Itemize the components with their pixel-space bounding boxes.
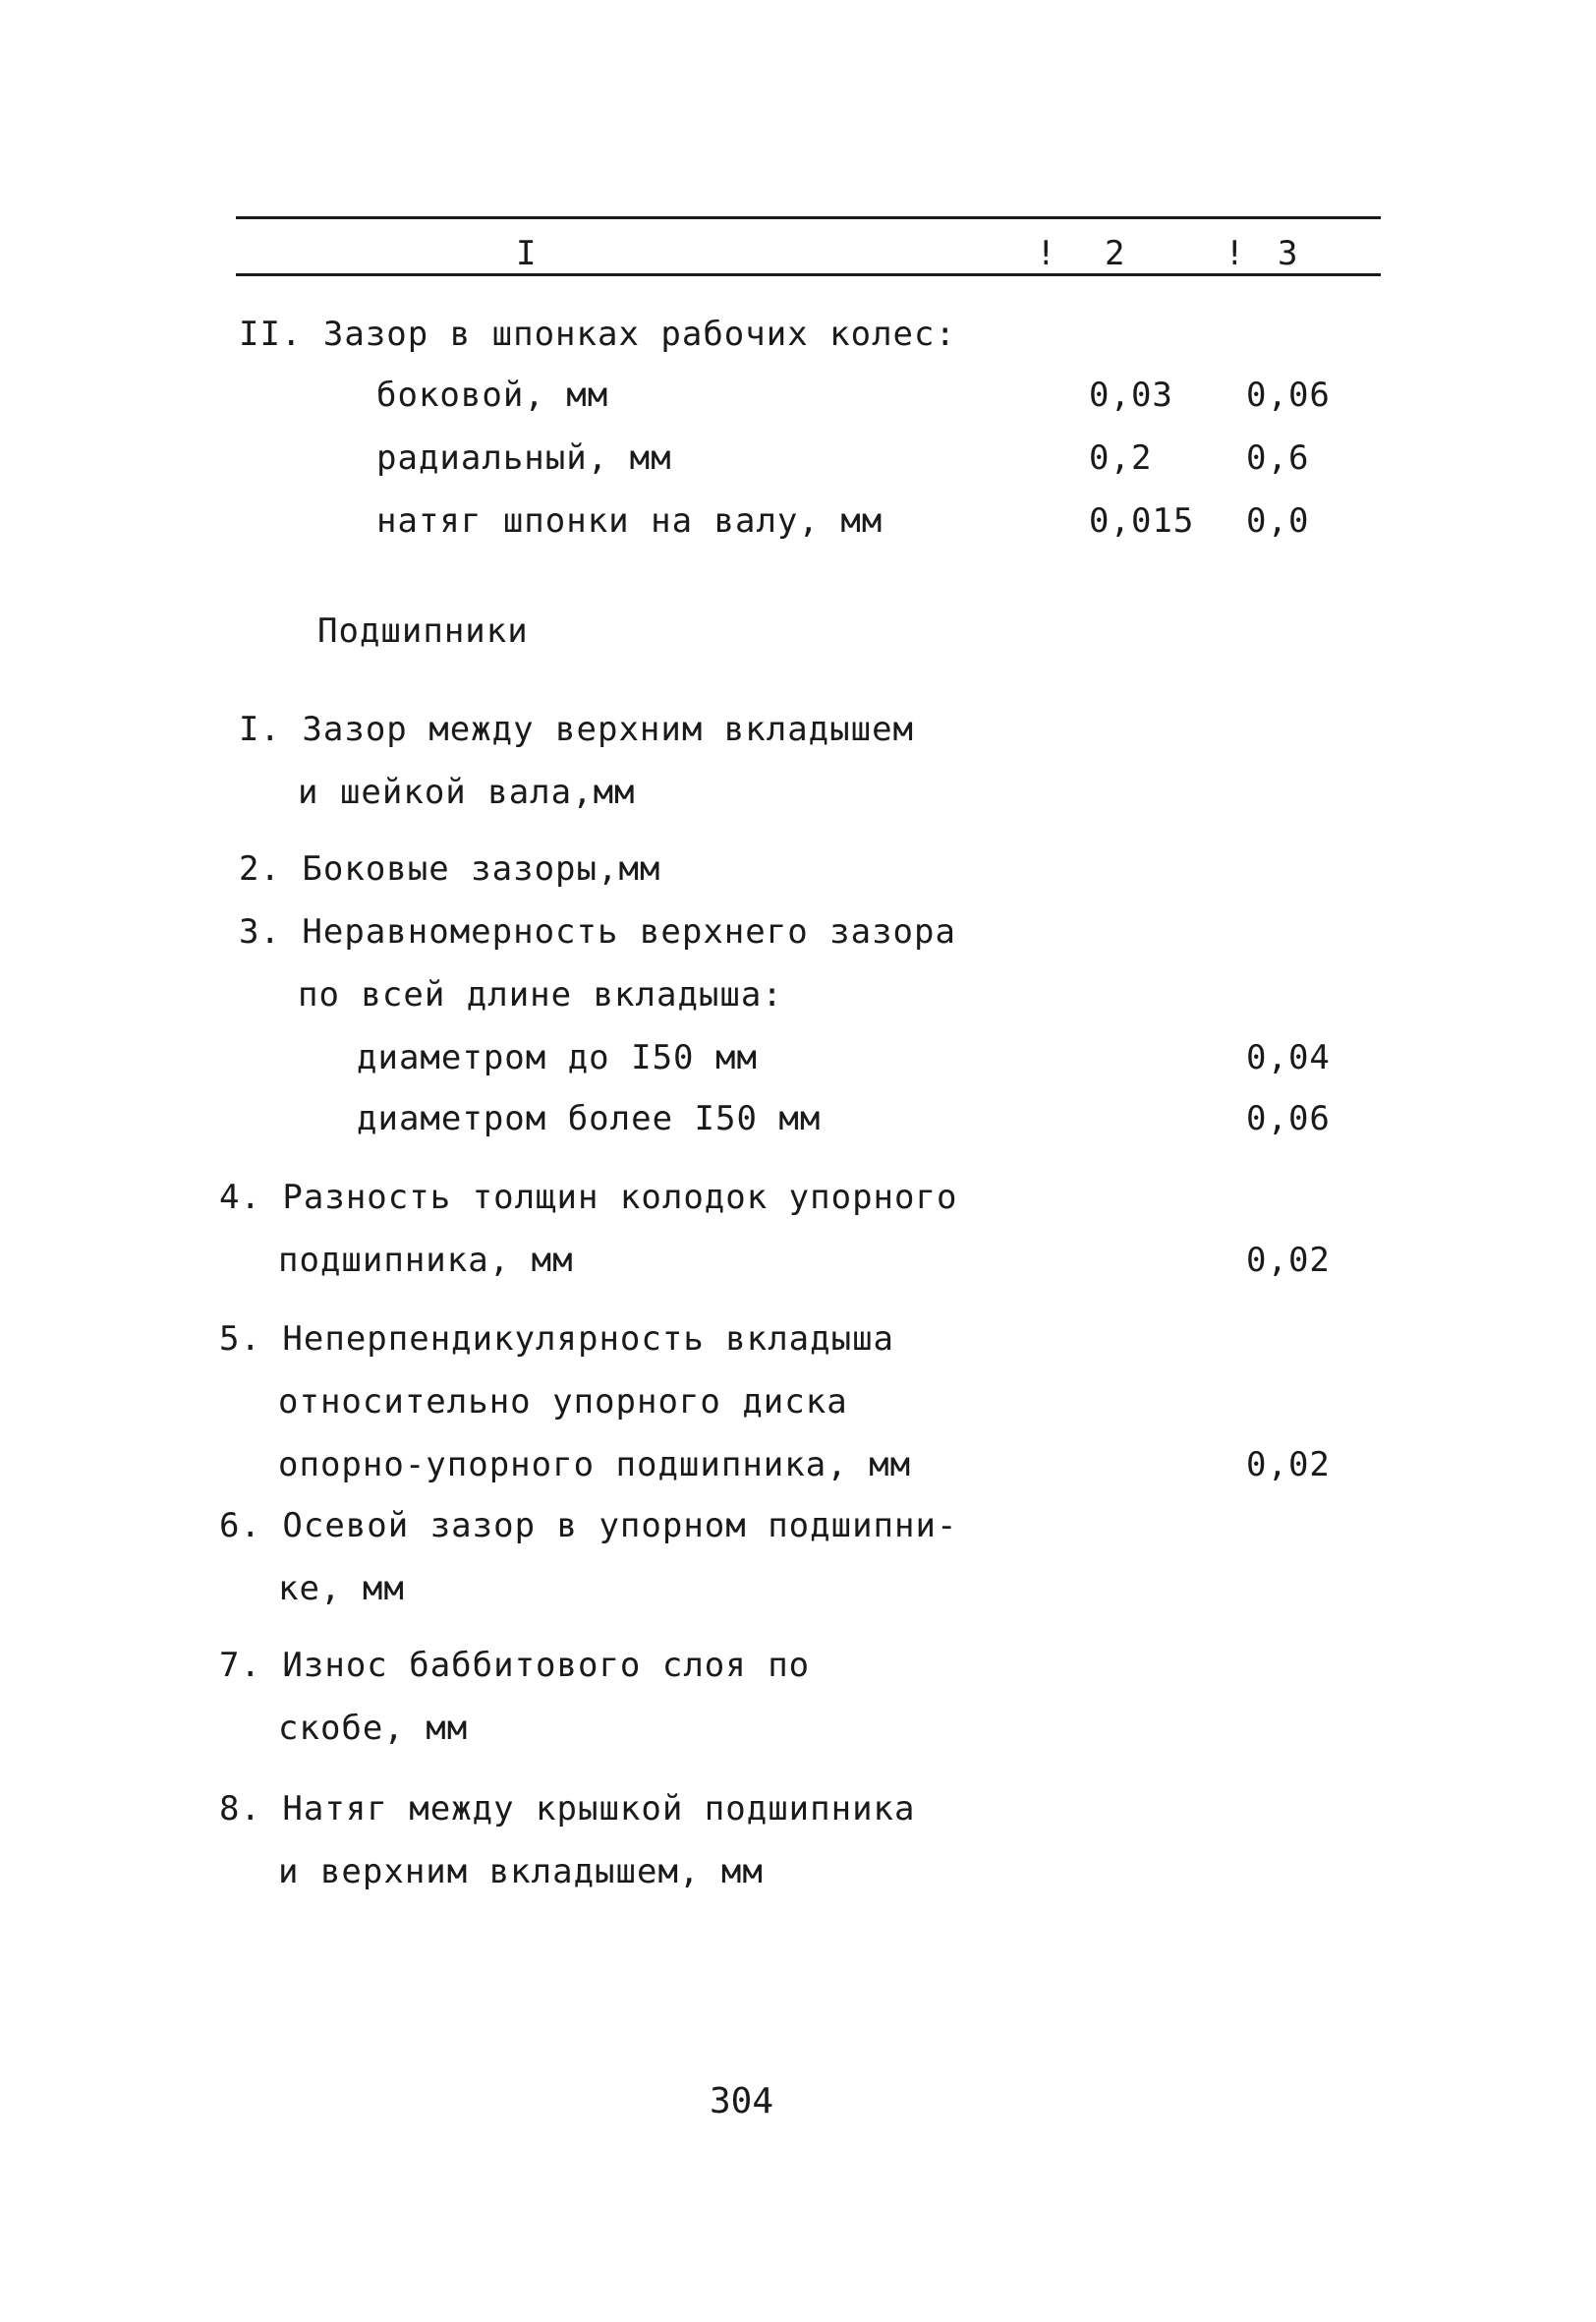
item-3-sub-1: диаметром до I50 мм bbox=[357, 1038, 758, 1077]
row-value-side-col3: 0,06 bbox=[1246, 376, 1331, 415]
row-label-radial: радиальный, мм bbox=[376, 438, 672, 478]
row-value-radial-col2: 0,2 bbox=[1089, 438, 1153, 478]
row-value-key-fit-col3: 0,0 bbox=[1246, 501, 1310, 541]
row-label-key-fit: натяг шпонки на валу, мм bbox=[376, 501, 884, 541]
item-3-sub-2-value: 0,06 bbox=[1246, 1099, 1331, 1138]
item-8-line-1: 8. Натяг между крышкой подшипника bbox=[219, 1789, 916, 1829]
item-5-line-2: относительно упорного диска bbox=[278, 1382, 848, 1422]
item-5-value: 0,02 bbox=[1246, 1445, 1331, 1484]
page-number: 304 bbox=[710, 2081, 774, 2121]
row-value-key-fit-col2: 0,015 bbox=[1089, 501, 1195, 541]
header-col-1: I bbox=[516, 234, 537, 273]
header-bottom-rule bbox=[236, 273, 1381, 276]
header-top-rule bbox=[236, 216, 1381, 219]
item-3-sub-2: диаметром более I50 мм bbox=[357, 1099, 822, 1138]
item-2-line-1: 2. Боковые зазоры,мм bbox=[239, 849, 661, 889]
header-separator-2: ! bbox=[1225, 234, 1245, 273]
section-title: II. Зазор в шпонках рабочих колес: bbox=[239, 315, 956, 354]
item-3-sub-1-value: 0,04 bbox=[1246, 1038, 1331, 1077]
header-col-2: 2 bbox=[1105, 234, 1125, 273]
item-1-line-2: и шейкой вала,мм bbox=[298, 773, 636, 812]
header-col-3: 3 bbox=[1278, 234, 1298, 273]
item-1-line-1: I. Зазор между верхним вкладышем bbox=[239, 710, 915, 749]
bearings-heading: Подшипники bbox=[317, 611, 529, 651]
item-4-value: 0,02 bbox=[1246, 1241, 1331, 1280]
item-5-line-1: 5. Неперпендикулярность вкладыша bbox=[219, 1319, 895, 1359]
row-value-radial-col3: 0,6 bbox=[1246, 438, 1310, 478]
item-4-line-1: 4. Разность толщин колодок упорного bbox=[219, 1178, 958, 1217]
item-6-line-1: 6. Осевой зазор в упорном подшипни- bbox=[219, 1506, 958, 1545]
item-6-line-2: ке, мм bbox=[278, 1569, 405, 1608]
item-7-line-2: скобе, мм bbox=[278, 1709, 469, 1748]
header-separator-1: ! bbox=[1036, 234, 1056, 273]
item-8-line-2: и верхним вкладышем, мм bbox=[278, 1852, 764, 1891]
item-3-line-2: по всей длине вкладыша: bbox=[298, 975, 783, 1015]
item-4-line-2: подшипника, мм bbox=[278, 1241, 574, 1280]
row-value-side-col2: 0,03 bbox=[1089, 376, 1173, 415]
item-3-line-1: 3. Неравномерность верхнего зазора bbox=[239, 912, 956, 952]
item-7-line-1: 7. Износ баббитового слоя по bbox=[219, 1646, 811, 1685]
item-5-line-3: опорно-упорного подшипника, мм bbox=[278, 1445, 912, 1484]
row-label-side: боковой, мм bbox=[376, 376, 609, 415]
